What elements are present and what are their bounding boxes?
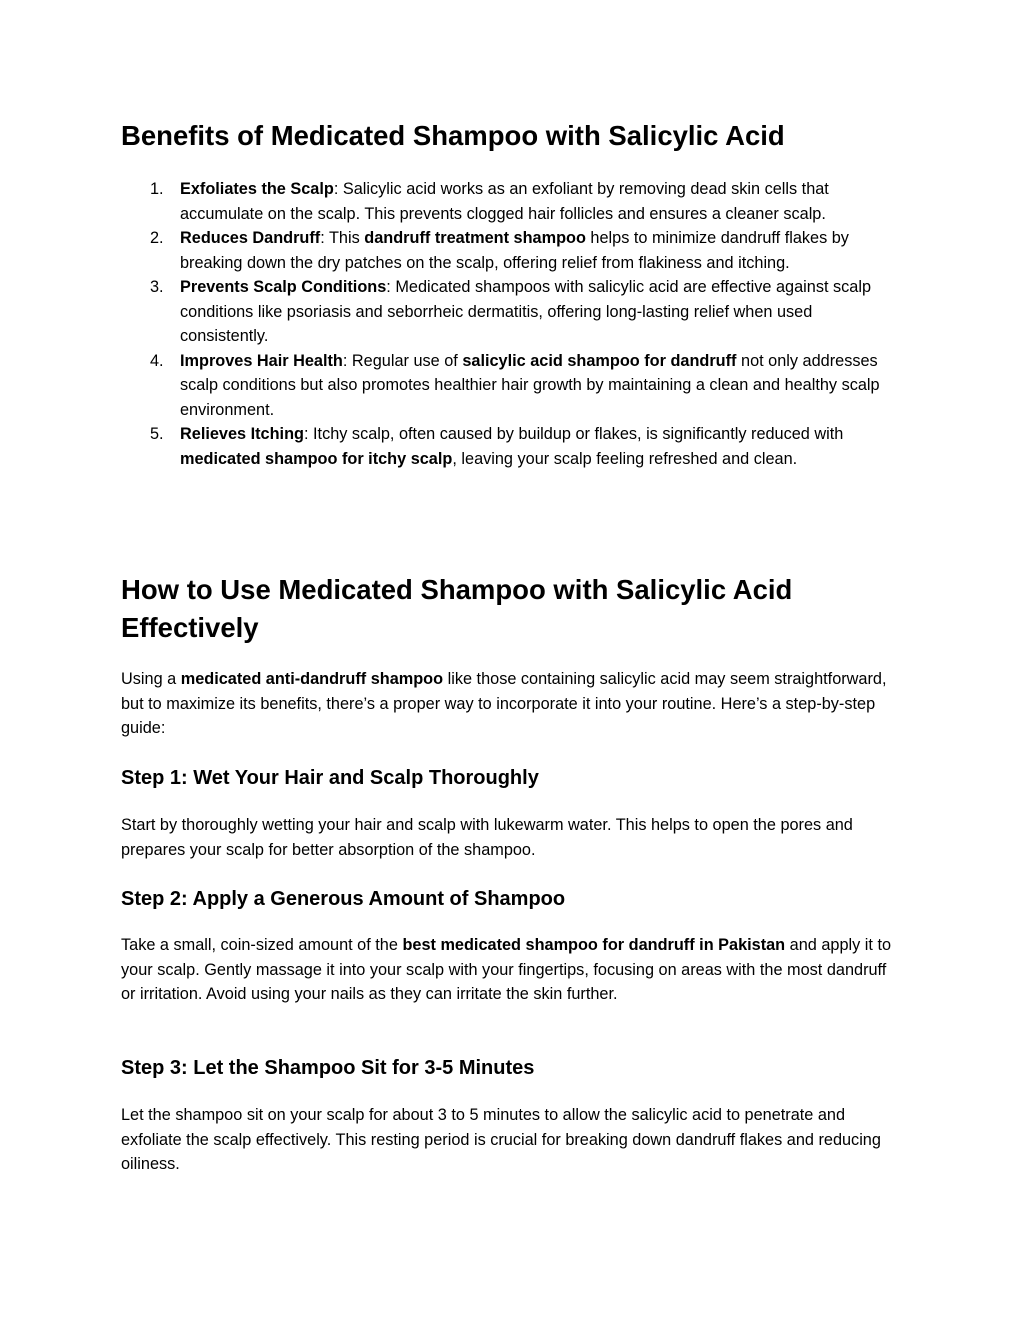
text-run: , leaving your scalp feeling refreshed and clean. <box>452 449 798 468</box>
list-item <box>121 177 904 226</box>
text-run: Using a <box>121 670 181 688</box>
list-item-text <box>180 425 843 468</box>
list-item-text <box>180 352 880 419</box>
text-run: Let the shampoo sit on your scalp for about 3 to 5 minutes to allow the salicylic acid to penetrate and exfoliate the scalp effectively. This resting period is crucial for breaking down dandruff flakes and reducing oiliness. <box>121 1106 881 1173</box>
step-3-paragraph <box>121 1103 904 1177</box>
text-run: : Itchy scalp, often caused by buildup or flakes, is significantly reduced with <box>303 425 844 443</box>
list-number: 3. <box>150 278 164 296</box>
bold-text: medicated anti-dandruff shampoo <box>180 670 444 688</box>
step-2-paragraph <box>121 933 904 1007</box>
step-3-heading: Step 3: Let the Shampoo Sit for 3-5 Minutes <box>121 1057 535 1079</box>
text-run: Start by thoroughly wetting your hair and scalp with lukewarm water. This helps to open the pores and prepares your scalp for better absorption of the shampoo. <box>121 816 853 859</box>
bold-text: Improves Hair Health <box>180 351 343 370</box>
bold-text: Relieves Itching <box>180 425 304 443</box>
text-run: : Medicated shampoos with salicylic acid are effective against scalp conditions like psoriasis and seborrheic dermatitis, offering long-lasting relief when used consistently. <box>180 278 872 345</box>
list-item-text <box>180 278 871 345</box>
intro-paragraph <box>121 667 904 741</box>
benefits-heading: Benefits of Medicated Shampoo with Salicylic Acid <box>121 120 785 151</box>
step-2-heading: Step 2: Apply a Generous Amount of Shampoo <box>121 888 566 910</box>
bold-text: Exfoliates the Scalp <box>180 180 334 198</box>
step-1-heading: Step 1: Wet Your Hair and Scalp Thoroughly <box>121 767 539 789</box>
list-number: 5. <box>150 425 164 443</box>
bold-text: medicated shampoo for itchy scalp <box>180 449 453 468</box>
list-number: 2. <box>150 229 164 247</box>
bold-text: Reduces Dandruff <box>180 229 321 247</box>
text-run: : Regular use of <box>342 351 463 370</box>
list-item <box>121 422 904 471</box>
text-run: and apply it to your scalp. Gently massage it into your scalp with your fingertips, focusing on areas with the most dandruff or irritation. Avoid using your nails as they can irritate the skin further. <box>121 936 892 1003</box>
list-number: 4. <box>150 351 164 370</box>
bold-text: best medicated shampoo for dandruff in Pakistan <box>402 936 786 954</box>
benefits-list <box>121 177 904 471</box>
list-item <box>121 275 904 349</box>
text-run: Take a small, coin-sized amount of the <box>121 936 403 954</box>
list-item <box>121 226 904 275</box>
text-run: : Salicylic acid works as an exfoliant by removing dead skin cells that accumulate on the scalp. This prevents clogged hair follicles and ensures a cleaner scalp. <box>180 180 829 223</box>
text-run: helps to minimize dandruff flakes by breaking down the dry patches on the scalp, offering relief from flakiness and itching. <box>180 229 849 272</box>
bold-text: salicylic acid shampoo for dandruff <box>462 351 737 370</box>
bold-text: dandruff treatment shampoo <box>364 229 586 247</box>
how-to-use-heading: How to Use Medicated Shampoo with Salicylic Acid Effectively <box>121 574 793 643</box>
list-item <box>121 349 904 423</box>
bold-text: Prevents Scalp Conditions <box>180 278 387 296</box>
list-item-text <box>180 180 829 223</box>
text-run: not only addresses scalp conditions but also promotes healthier hair growth by maintaining a clean and healthy scalp environment. <box>180 351 880 419</box>
step-1-paragraph <box>121 813 904 862</box>
list-number: 1. <box>150 180 164 198</box>
text-run: like those containing salicylic acid may seem straightforward, but to maximize its benefits, there’s a proper way to incorporate it into your routine. Here’s a step-by-step guide: <box>121 670 887 737</box>
list-item-text <box>180 229 849 272</box>
text-run: : This <box>320 229 365 247</box>
